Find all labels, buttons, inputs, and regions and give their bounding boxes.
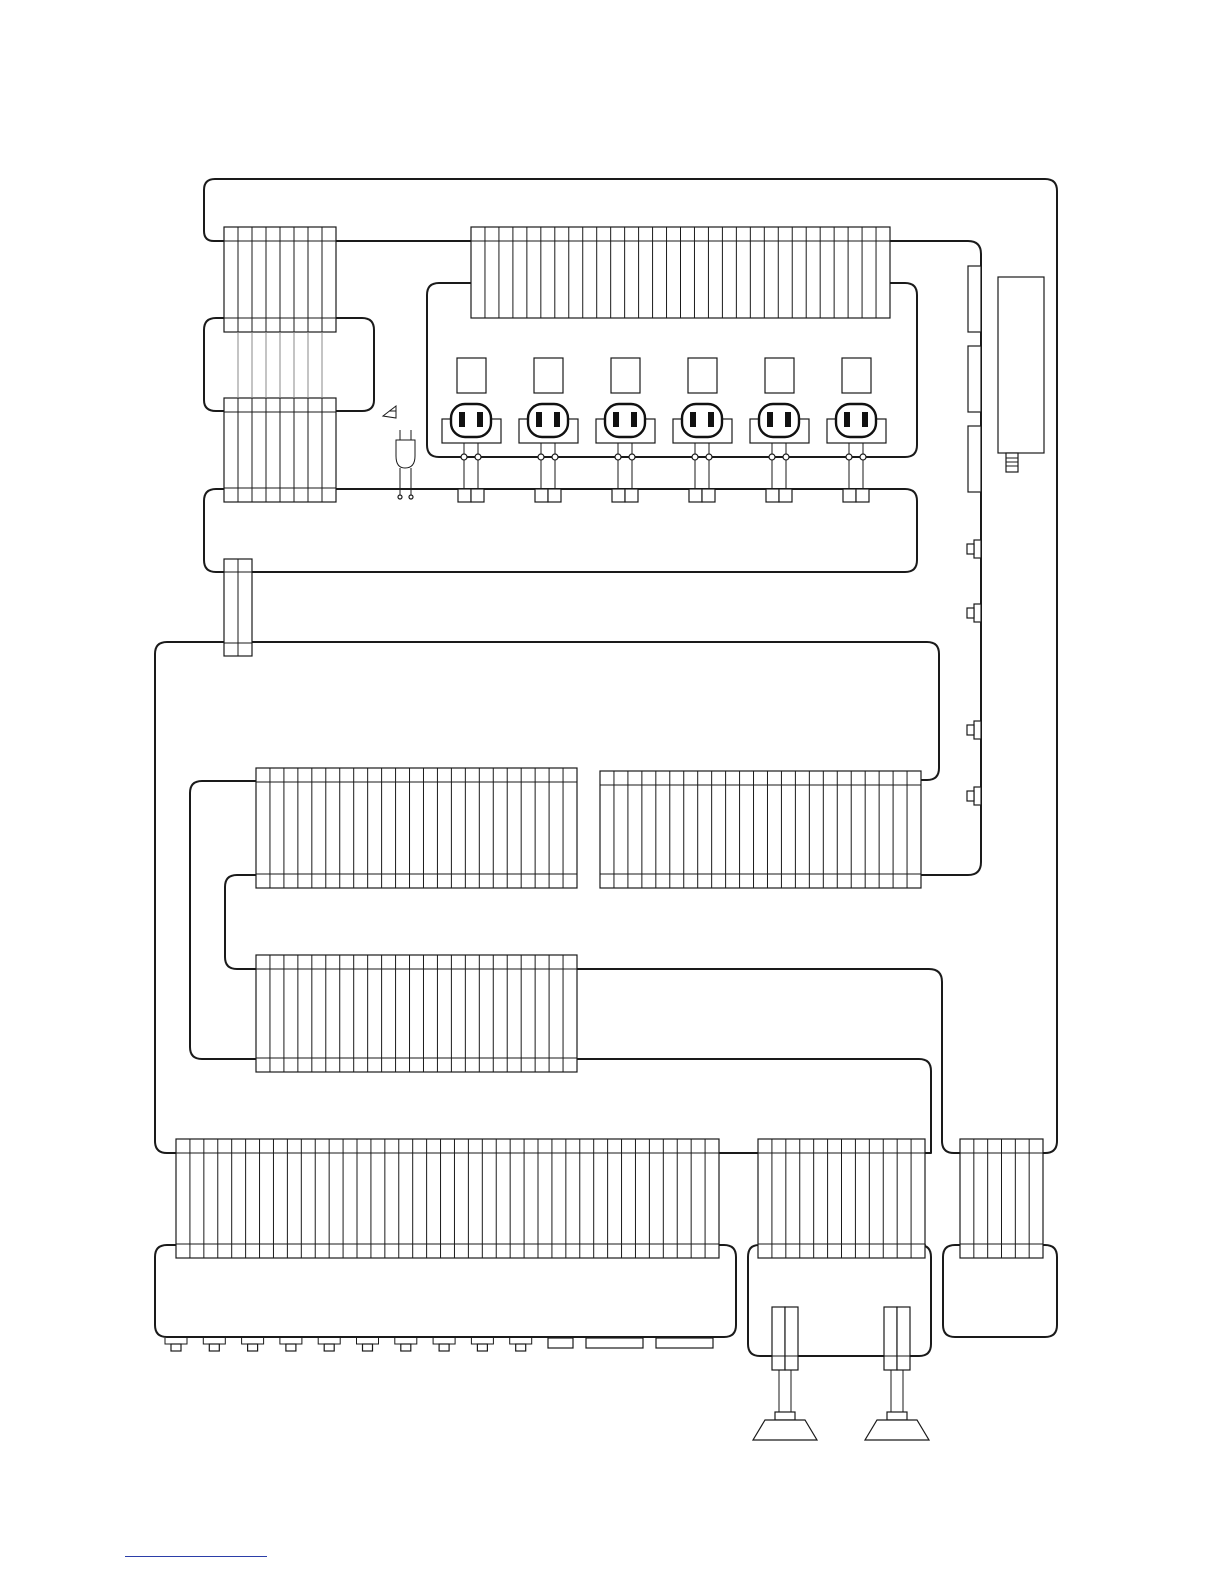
bottom-panel-left xyxy=(155,1245,736,1337)
jack-icon xyxy=(318,1338,340,1351)
harness-mid-left-loop xyxy=(190,781,256,1059)
harness-left-loop xyxy=(204,318,224,411)
harness-middle-loop-top xyxy=(252,642,939,780)
outlet-label-box xyxy=(534,358,563,393)
jack-icon xyxy=(967,787,981,805)
speakers xyxy=(753,1307,929,1440)
outlet-label-box xyxy=(765,358,794,393)
side-module-2 xyxy=(968,346,981,412)
harness-left-loop-right xyxy=(336,318,374,411)
side-modules xyxy=(968,266,981,492)
outlet-label-box xyxy=(842,358,871,393)
port-small xyxy=(548,1338,573,1348)
conn-bottom-center xyxy=(758,1139,925,1258)
jack-icon xyxy=(510,1338,532,1351)
jack-icon xyxy=(280,1338,302,1351)
footer-rule xyxy=(125,1556,267,1557)
speaker-icon xyxy=(753,1307,817,1440)
conn-vertical-small xyxy=(224,559,252,656)
harness-mid-inner-loop xyxy=(225,875,256,969)
ac-outlet-icon xyxy=(442,358,501,502)
conn-mid-left xyxy=(256,768,577,888)
connectors xyxy=(176,227,1043,1258)
jack-icon xyxy=(242,1338,264,1351)
ac-outlet-icon xyxy=(519,358,578,502)
jack-icon xyxy=(203,1338,225,1351)
jack-icon xyxy=(967,721,981,739)
bottom-jacks xyxy=(165,1338,532,1351)
ac-outlet-icon xyxy=(596,358,655,502)
outlets xyxy=(442,358,886,502)
connector-wires xyxy=(238,332,322,398)
bottom-panel-right xyxy=(943,1245,1057,1337)
jack-icon xyxy=(357,1338,379,1351)
conn-top-main xyxy=(471,227,890,318)
ac-plug-icon xyxy=(383,406,415,499)
side-module-1 xyxy=(968,266,981,332)
outlet-label-box xyxy=(688,358,717,393)
ac-outlet-icon xyxy=(827,358,886,502)
harness-lower-right xyxy=(577,969,960,1153)
side-jacks xyxy=(967,540,981,805)
jack-icon xyxy=(395,1338,417,1351)
jack-icon xyxy=(967,540,981,558)
outlet-label-box xyxy=(611,358,640,393)
power-module-icon xyxy=(998,277,1044,472)
jack-icon xyxy=(967,604,981,622)
conn-top-left-mid xyxy=(224,398,336,502)
bottom-ports xyxy=(548,1338,713,1348)
conn-mid-right xyxy=(600,771,921,888)
jack-icon xyxy=(433,1338,455,1351)
side-module-3 xyxy=(968,426,981,492)
ac-outlet-icon xyxy=(750,358,809,502)
conn-top-left xyxy=(224,227,336,332)
port-wide-2 xyxy=(656,1338,713,1348)
conn-bottom-right xyxy=(960,1139,1043,1258)
speaker-icon xyxy=(865,1307,929,1440)
jack-icon xyxy=(471,1338,493,1351)
conn-lower-mid xyxy=(256,955,577,1072)
port-wide-1 xyxy=(586,1338,643,1348)
jack-icon xyxy=(165,1338,187,1351)
conn-bottom-long xyxy=(176,1139,719,1258)
ac-outlet-icon xyxy=(673,358,732,502)
outlet-label-box xyxy=(457,358,486,393)
